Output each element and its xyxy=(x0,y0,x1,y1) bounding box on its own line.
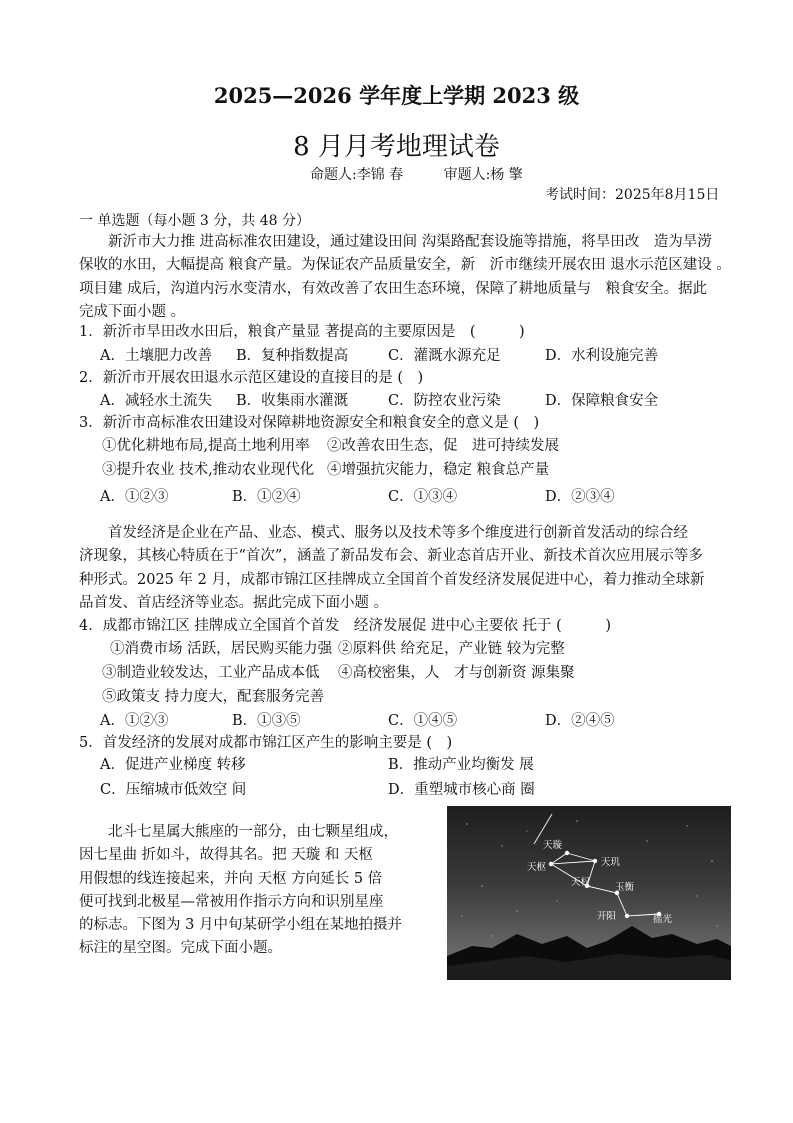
exam-title-line1: 2025—2026 学年度上学期 2023 级 xyxy=(213,83,580,108)
big-dipper-photo xyxy=(447,806,731,980)
question-3-item-2: ②改善农田生态，促 进可持续发展 xyxy=(327,438,559,454)
question-4-item-2: ②原料供 给充足，产业链 较为完整 xyxy=(338,641,565,657)
question-1-option-b[interactable]: B．复种指数提高 xyxy=(236,348,349,364)
question-5-option-b[interactable]: B．推动产业均衡发 展 xyxy=(388,757,534,773)
question-1-option-d[interactable]: D．水利设施完善 xyxy=(545,348,659,364)
section-heading: 一 单选题（每小题 3 分，共 48 分） xyxy=(79,213,310,229)
question-1-stem: 1．新沂市旱田改水田后，粮食产量显 著提高的主要原因是 ( ) xyxy=(79,324,525,340)
passage-line: 标注的星空图。完成下面小题。 xyxy=(79,940,282,957)
question-4-option-c[interactable]: C．①④⑤ xyxy=(388,713,458,729)
question-3-stem: 3．新沂市高标准农田建设对保障耕地资源安全和粮食安全的意义是 ( ) xyxy=(79,415,540,431)
star-label-tianxuan: 天璇 xyxy=(543,840,563,851)
question-5-stem: 5．首发经济的发展对成都市锦江区产生的影响主要是 ( ) xyxy=(79,735,453,751)
question-4-item-1: ①消费市场 活跃，居民购买能力强 xyxy=(110,641,333,657)
passage-line: 新沂市大力推 进高标准农田建设，通过建设田间 沟渠路配套设施等措施，将旱田改 造为旱涝 xyxy=(108,234,712,250)
passage-line: 首发经济是企业在产品、业态、模式、服务以及技术等多个维度进行创新首发活动的综合经 xyxy=(108,525,688,541)
question-2-option-a[interactable]: A．减轻水土流失 xyxy=(100,393,212,409)
reviewer-name: 审题人:杨 擎 xyxy=(443,167,523,183)
question-2-option-d[interactable]: D．保障粮食安全 xyxy=(545,393,659,409)
question-4-item-5: ⑤政策支 持力度大，配套服务完善 xyxy=(102,689,325,705)
question-5-option-c[interactable]: C．压缩城市低效空 间 xyxy=(100,782,247,798)
passage-1 xyxy=(79,231,751,324)
passage-line: 项目建 成后，沟道内污水变清水，有效改善了农田生态环境，保障了耕地质量与 粮食安全。据此 xyxy=(79,280,708,297)
question-3-option-c[interactable]: C．①③④ xyxy=(388,489,458,505)
question-4-option-d[interactable]: D．②④⑤ xyxy=(545,713,615,729)
exam-title-line2: 8 月月考地理试卷 xyxy=(293,132,500,162)
star-label-tianquan: 天权 xyxy=(571,877,591,888)
question-2-option-b[interactable]: B．收集雨水灌溉 xyxy=(236,393,349,409)
question-1-option-a[interactable]: A．土壤肥力改善 xyxy=(100,348,212,364)
question-1-option-c[interactable]: C．灌溉水源充足 xyxy=(388,348,501,364)
passage-line: 济现象，其核心特质在于“首次”，涵盖了新品发布会、新业态首店开业、新技术首次应用展示等多 xyxy=(79,548,703,565)
passage-2 xyxy=(79,522,751,615)
setter-name: 命题人:李锦 春 xyxy=(310,167,404,183)
authors-line xyxy=(310,164,559,184)
star-map-figure xyxy=(447,806,731,980)
question-3-item-1: ①优化耕地布局,提高土地利用率 xyxy=(102,438,310,454)
question-4-stem: 4．成都市锦江区 挂牌成立全国首个首发 经济发展促 进中心主要依 托于 ( ) xyxy=(79,618,611,634)
passage-line: 北斗七星属大熊座的一部分，由七颗星组成， xyxy=(108,824,398,840)
passage-line: 保收的水田，大幅提高 粮食产量。为保证农产品质量安全，新 沂市继续开展农田 退水示范区建设 。 xyxy=(79,257,731,274)
question-5-option-d[interactable]: D．重塑城市核心商 圈 xyxy=(388,782,535,798)
question-4-item-4: ④高校密集，人 才与创新资 源集聚 xyxy=(338,665,575,681)
question-3-option-d[interactable]: D．②③④ xyxy=(545,489,615,505)
question-2-stem: 2．新沂市开展农田退水示范区建设的直接目的是 ( ) xyxy=(79,370,424,386)
question-4-item-3: ③制造业较发达，工业产品成本低 xyxy=(102,665,320,681)
passage-3 xyxy=(79,821,429,961)
star-label-kaiyang: 开阳 xyxy=(597,911,617,922)
question-3-option-a[interactable]: A．①②③ xyxy=(100,489,169,505)
question-3-item-3: ③提升农业 技术,推动农业现代化 xyxy=(102,462,315,478)
passage-line: 因七星曲 折如斗，故得其名。把 天璇 和 天枢 xyxy=(79,847,373,864)
question-3-option-b[interactable]: B．①②④ xyxy=(232,489,301,505)
exam-time: 考试时间：2025年8月15日 xyxy=(545,187,720,203)
star-label-yaoguang: 摇光 xyxy=(653,914,673,925)
question-2-option-c[interactable]: C．防控农业污染 xyxy=(388,393,501,409)
passage-line: 完成下面小题 。 xyxy=(79,303,186,320)
passage-line: 的标志。下图为 3 月中旬某研学小组在某地拍摄并 xyxy=(79,917,402,934)
question-5-option-a[interactable]: A．促进产业梯度 转移 xyxy=(100,757,246,773)
star-label-yuheng: 玉衡 xyxy=(615,882,635,893)
question-4-option-a[interactable]: A．①②③ xyxy=(100,713,169,729)
passage-line: 种形式。2025 年 2 月，成都市锦江区挂牌成立全国首个首发经济发展促进中心，着力推动全球新 xyxy=(79,571,705,588)
star-label-tianshu: 天枢 xyxy=(527,862,547,873)
dipper-line xyxy=(567,853,595,861)
passage-line: 品首发、首店经济等业态。据此完成下面小题 。 xyxy=(79,594,389,611)
question-3-item-4: ④增强抗灾能力，稳定 粮食总产量 xyxy=(327,462,550,478)
question-4-option-b[interactable]: B．①③⑤ xyxy=(232,713,301,729)
passage-line: 便可找到北极星—常被用作指示方向和识别星座 xyxy=(79,893,384,910)
star-label-tianji: 天玑 xyxy=(601,857,621,868)
passage-line: 用假想的线连接起来，并向 天枢 方向延长 5 倍 xyxy=(79,870,383,887)
